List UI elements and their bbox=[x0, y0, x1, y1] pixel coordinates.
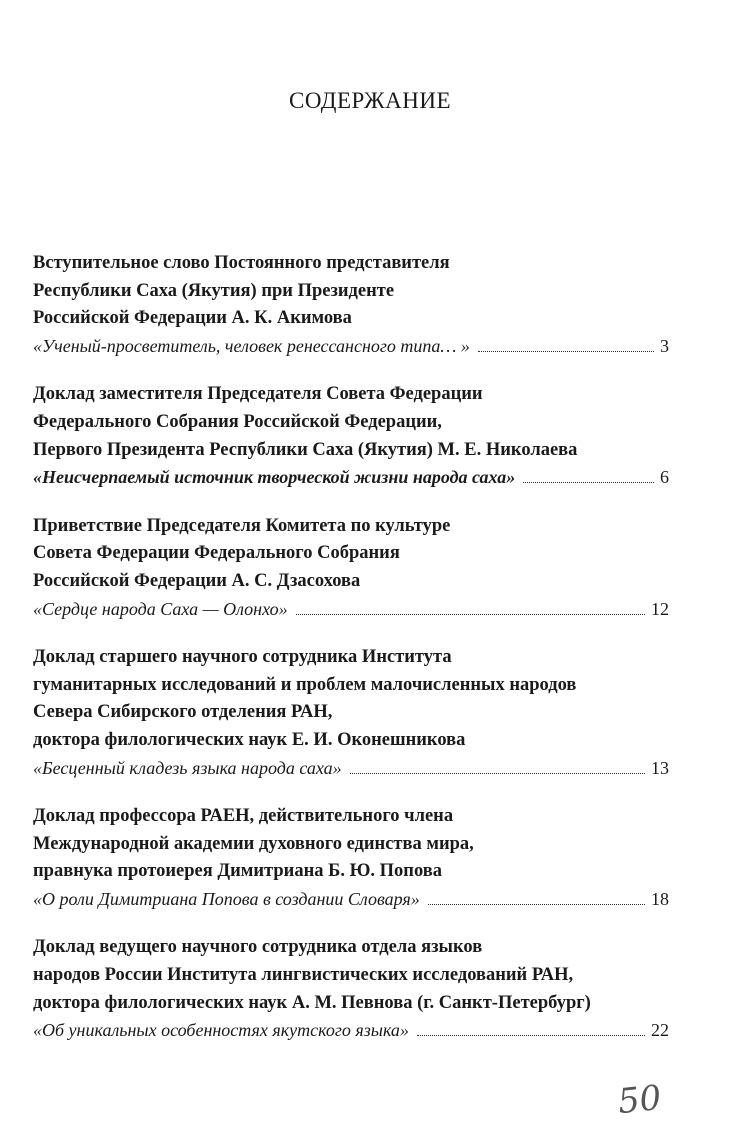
entry-heading-line: правнука протоиерея Димитриана Б. Ю. Попова bbox=[33, 861, 442, 882]
entry-heading-line: Республики Саха (Якутия) при Президенте bbox=[33, 280, 395, 301]
entry-heading-line: Севера Сибирского отделения РАН, bbox=[33, 702, 333, 723]
entry-heading-line: Первого Президента Республики Саха (Якутия) М. Е. Николаева bbox=[33, 439, 578, 460]
entry-heading-line: доктора филологических наук Е. И. Оконешникова bbox=[33, 729, 466, 750]
entry-subtitle: «Бесценный кладезь языка народа саха» bbox=[33, 757, 342, 778]
dot-leader bbox=[478, 351, 654, 352]
toc-entry bbox=[33, 250, 669, 360]
entry-subtitle-row bbox=[33, 596, 669, 624]
entry-heading-line: Доклад профессора РАЕН, действительного члена bbox=[33, 806, 454, 827]
entry-heading-line: Вступительное слово Постоянного представителя bbox=[33, 253, 450, 273]
entry-subtitle: «Ученый-просветитель, человек ренессансного типа… » bbox=[33, 335, 470, 356]
entry-heading-line: народов России Института лингвистических исследований РАН, bbox=[33, 965, 574, 986]
entry-heading-line: Доклад ведущего научного сотрудника отдела языков bbox=[33, 937, 483, 958]
toc-entry bbox=[33, 513, 669, 623]
entry-heading-line: Доклад старшего научного сотрудника Института bbox=[33, 647, 452, 668]
entry-subtitle-row bbox=[33, 886, 669, 914]
entry-subtitle: «Сердце народа Саха — Олонхо» bbox=[33, 598, 288, 619]
handwritten-page-note: 50 bbox=[616, 1077, 664, 1123]
entry-subtitle: «Об уникальных особенностях якутского языка» bbox=[33, 1020, 409, 1041]
entry-subtitle: «Неисчерпаемый источник творческой жизни народа саха» bbox=[33, 467, 516, 488]
entry-subtitle-row bbox=[33, 333, 669, 361]
dot-leader bbox=[296, 614, 645, 615]
entry-heading-line: гуманитарных исследований и проблем малочисленных народов bbox=[33, 674, 577, 695]
page-title: СОДЕРЖАНИЕ bbox=[288, 88, 451, 113]
entry-heading-line: Международной академии духовного единства мира, bbox=[33, 833, 474, 854]
entry-heading-line: Российской Федерации А. С. Дзасохова bbox=[33, 570, 361, 591]
entry-heading-line: Российской Федерации А. К. Акимова bbox=[33, 308, 352, 329]
page-number: 3 bbox=[660, 335, 669, 356]
toc-entry bbox=[33, 381, 669, 491]
page-number: 13 bbox=[651, 757, 669, 778]
dot-leader bbox=[350, 773, 645, 774]
page-number: 6 bbox=[660, 467, 669, 488]
toc-entry bbox=[33, 803, 669, 913]
entry-subtitle: «О роли Димитриана Попова в создании Словаря» bbox=[33, 888, 420, 909]
entry-subtitle-row bbox=[33, 464, 669, 492]
entry-subtitle-row bbox=[33, 755, 669, 783]
entry-heading-line: Приветствие Председателя Комитета по культуре bbox=[33, 515, 451, 536]
entry-heading-line: Совета Федерации Федерального Собрания bbox=[33, 543, 400, 564]
dot-leader bbox=[428, 904, 645, 905]
page-number: 18 bbox=[651, 888, 669, 909]
entry-heading-line: Федерального Собрания Российской Федерации, bbox=[33, 411, 442, 432]
entry-heading-line: Доклад заместителя Председателя Совета Федерации bbox=[33, 384, 483, 405]
page-number: 22 bbox=[651, 1020, 669, 1041]
dot-leader bbox=[523, 482, 654, 483]
table-of-contents bbox=[33, 250, 669, 1066]
entry-heading-line: доктора филологических наук А. М. Певнова (г. Санкт-Петербург) bbox=[33, 992, 591, 1013]
dot-leader bbox=[417, 1035, 645, 1036]
entry-subtitle-row bbox=[33, 1017, 669, 1045]
toc-entry bbox=[33, 934, 669, 1044]
toc-entry bbox=[33, 644, 669, 782]
page-number: 12 bbox=[651, 598, 669, 619]
